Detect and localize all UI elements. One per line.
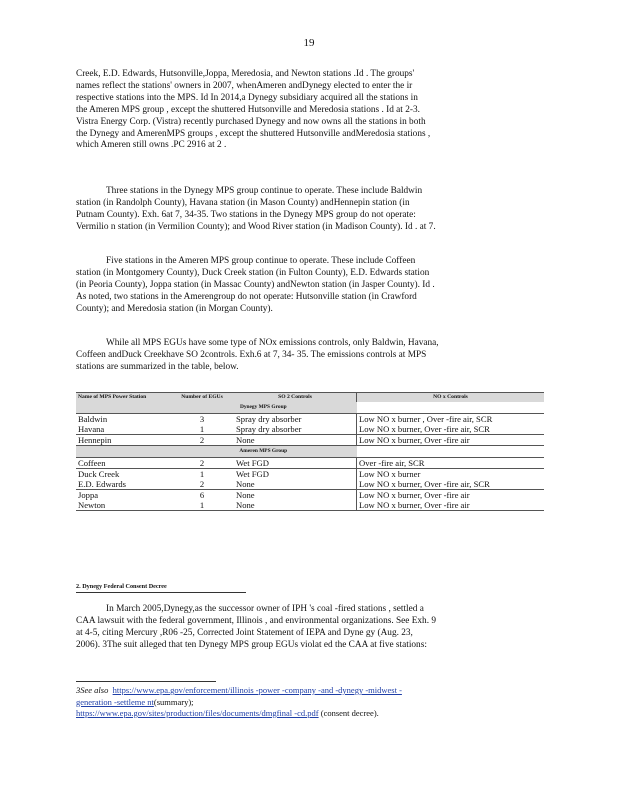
text-line: Creek, E.D. Edwards, Hutsonville,Joppa, Meredosia, and Newton stations .Id . The groups' (76, 69, 415, 79)
text-line: at 4-5, citing Mercury ,R06 -25, Corrected Joint Statement of IEPA and Dyne gy (Aug. 23, (76, 627, 413, 638)
text-line: Putnam County). Exh. 6at 7, 34-35. Two stations in the Dynegy MPS group do not operate: (76, 209, 416, 220)
cell-station: E.D. Edwards (76, 479, 170, 490)
cell-so2: Wet FGD (234, 469, 357, 480)
table-row (76, 500, 544, 511)
cell-nox: Low NO x burner, Over -fire air (357, 435, 545, 446)
cell-station: Newton (76, 500, 170, 511)
table-row (76, 424, 544, 435)
cell-egus: 6 (199, 490, 205, 500)
cell-egus: 3 (199, 414, 205, 424)
cell-so2: Spray dry absorber (234, 414, 357, 425)
table-row (76, 414, 544, 425)
footnote-link-summary-cont[interactable]: generation -settleme nt (76, 696, 154, 707)
footnote (76, 685, 544, 720)
footnote-separator (76, 681, 216, 682)
text-line: (in Peoria County), Joppa station (in Massac County) andNewton station (in Jasper County). Id . (76, 279, 435, 290)
group-label-ameren: Ameren MPS Group (170, 446, 357, 458)
cell-nox: Low NO x burner, Over -fire air (357, 500, 545, 511)
text-line: the Ameren MPS group , except the shuttered Hutsonville and Meredosia stations . Id at 2-3. (76, 104, 420, 115)
cell-egus: 2 (170, 458, 234, 469)
table-row (76, 469, 544, 480)
page-number: 19 (303, 37, 315, 49)
table-row (76, 458, 544, 469)
paragraph-emissions-controls (76, 338, 544, 374)
paragraph-dynegy-stations (76, 186, 544, 234)
header-nox-controls: NO x Controls (357, 393, 545, 403)
cell-nox: Over -fire air, SCR (357, 458, 545, 469)
cell-so2: Wet FGD (234, 458, 357, 469)
header-egu-count: Number of EGUs (170, 393, 234, 403)
section-heading-rule (76, 592, 246, 593)
cell-nox: Low NO x burner , Over -fire air, SCR (357, 414, 545, 425)
table-header-row (76, 393, 544, 403)
cell-station: Duck Creek (78, 469, 120, 479)
text-line: Vistra Energy Corp. (Vistra) recently purchased Dynegy and now owns all the stations in both (76, 116, 426, 127)
cell-station: Joppa (78, 490, 99, 500)
cell-so2: None (234, 490, 357, 501)
section-heading: 2. Dynegy Federal Consent Decree (76, 583, 167, 590)
text-line: As noted, two stations in the Amerengroup do not operate: Hutsonville station (in Crawford (76, 291, 417, 302)
paragraph-mps-groups (76, 69, 544, 152)
cell-nox: Low NO x burner, Over -fire air, SCR (357, 479, 545, 490)
paragraph-ameren-stations (76, 256, 544, 316)
footnote-consent-text: (consent decree). (318, 708, 379, 718)
cell-so2: None (234, 500, 357, 511)
header-station-name: Name of MPS Power Station (76, 393, 170, 403)
text-line: CAA lawsuit with the federal government, Illinois , and environmental organizations. See Exh. 9 (76, 615, 437, 626)
cell-so2: None (234, 479, 357, 490)
footnote-lead: 3See also (76, 685, 109, 695)
text-line: station (in Montgomery County), Duck Creek station (in Fulton County), E.D. Edwards station (76, 267, 430, 278)
paragraph-consent-decree (76, 604, 544, 652)
table-row (76, 490, 544, 501)
text-line: 2006). 3The suit alleged that ten Dynegy MPS group EGUs violat ed the CAA at five stations: (76, 639, 427, 650)
text-line: respective stations into the MPS. Id In 2014,a Dynegy subsidiary acquired all the stations in (76, 92, 418, 103)
cell-egus: 1 (199, 424, 205, 434)
text-line: Coffeen andDuck Creekhave SO 2controls. Exh.6 at 7, 34- 35. The emissions controls at MPS (76, 349, 427, 360)
footnote-link-consent-decree[interactable]: https://www.epa.gov/sites/production/files/documents/dmgfinal -cd.pdf (76, 708, 319, 718)
text-line: stations are summarized in the table, below. (76, 361, 239, 372)
footnote-link-summary[interactable]: https://www.epa.gov/enforcement/illinois -power -company -and -dynegy -midwest - (112, 685, 402, 695)
cell-station: Coffeen (76, 458, 170, 469)
footnote-line (76, 697, 544, 709)
cell-nox: Low NO x burner, Over -fire air, SCR (357, 424, 545, 435)
footnote-line (76, 708, 544, 720)
text-line: While all MPS EGUs have some type of NOx emissions controls, only Baldwin, Havana, (106, 338, 439, 348)
cell-so2: Spray dry absorber (234, 424, 357, 435)
table-group-row (76, 446, 544, 458)
cell-so2: None (234, 435, 357, 446)
cell-egus: 2 (170, 479, 234, 490)
text-line: station (in Randolph County), Havana station (in Mason County) andHennepin station (in (76, 197, 410, 208)
table-group-row (76, 402, 544, 414)
cell-nox: Low NO x burner, Over -fire air (357, 490, 545, 501)
text-line: Three stations in the Dynegy MPS group continue to operate. These include Baldwin (106, 186, 423, 196)
table-row (76, 479, 544, 490)
group-label-dynegy: Dynegy MPS Group (170, 402, 357, 414)
cell-egus: 2 (170, 435, 234, 446)
cell-nox: Low NO x burner (357, 469, 545, 480)
cell-station: Hennepin (76, 435, 170, 446)
header-so2-controls: SO 2 Controls (234, 393, 357, 403)
table-row (76, 435, 544, 446)
cell-egus: 1 (199, 469, 205, 479)
footnote-line (76, 685, 544, 697)
text-line: the Dynegy and AmerenMPS groups , except the shuttered Hutsonville andMeredosia stations , (76, 128, 431, 139)
cell-egus: 1 (170, 500, 234, 511)
emissions-controls-table (76, 392, 544, 511)
footnote-summary-text: (summary); (153, 696, 194, 707)
text-line: Vermilio n station (in Vermilion County); and Wood River station (in Madison County). Id . at 7. (76, 221, 436, 232)
text-line: which Ameren still owns .PC 2916 at 2 . (76, 140, 227, 151)
text-line: Five stations in the Ameren MPS group continue to operate. These include Coffeen (106, 256, 416, 266)
text-line: names reflect the stations' owners in 2007, whenAmeren andDynegy elected to enter the ir (76, 80, 413, 91)
text-line: County); and Meredosia station (in Morgan County). (76, 303, 273, 314)
cell-station: Baldwin (78, 414, 108, 424)
text-line: In March 2005,Dynegy,as the successor owner of IPH 's coal -fired stations , settled a (106, 604, 424, 614)
cell-station: Havana (78, 424, 105, 434)
